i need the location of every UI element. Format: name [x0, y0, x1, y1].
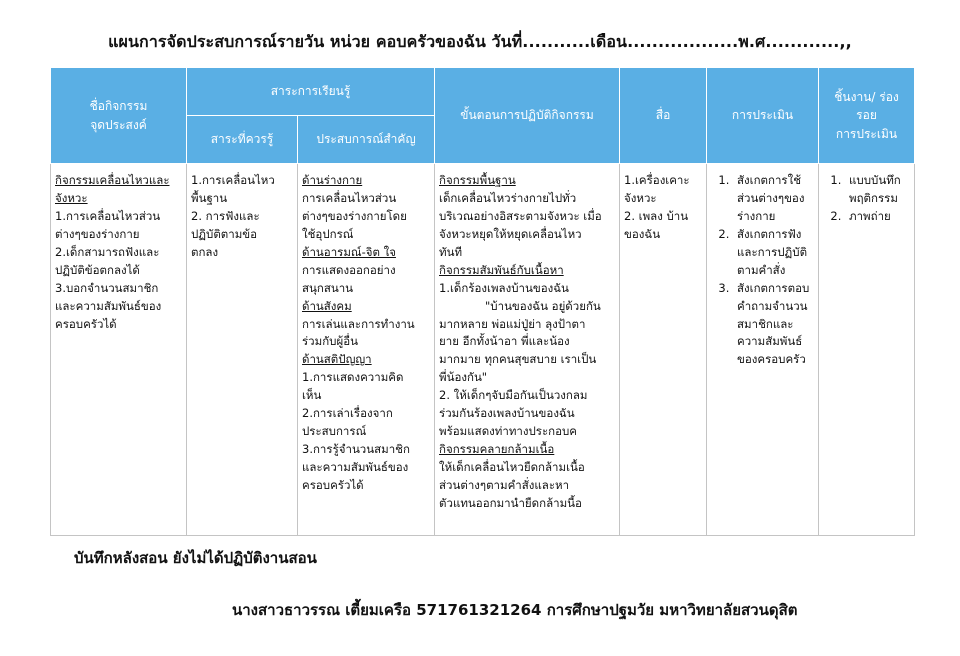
evidence-item: 1. แบบบันทึก พฤติกรรม	[845, 172, 910, 208]
cell-media: 1.เครื่องเคาะ จังหวะ 2. เพลง บ้าน ของฉัน	[620, 164, 707, 536]
cell-activity: กิจกรรมเคลื่อนไหวและ จังหวะ 1.การเคลื่อนไหวส่วน ต่างๆของร่างกาย 2.เด็กสามารถฟังและ ปฏิบัติข้อตกลงได้ 3.บอกจำนวนสมาชิก และความสัมพันธ์ของ ครอบครัวได้	[51, 164, 187, 536]
cell-evidence	[819, 164, 915, 536]
post-teaching-note: บันทึกหลังสอน ยังไม่ได้ปฏิบัติงานสอน	[74, 549, 317, 567]
lesson-plan-table	[50, 67, 915, 536]
header-media: สื่อ	[620, 68, 707, 164]
cell-steps: กิจกรรมพื้นฐาน เด็กเคลื่อนไหวร่างกายไปทั่ว บริเวณอย่างอิสระตามจังหวะ เมื่อ จังหวะหยุดให้หยุดเคลื่อนไหว ทันที กิจกรรมสัมพันธ์กับเนื้อหา 1.เด็กร้องเพลงบ้านของฉัน "บ้านของฉัน อยู่ด้วยกัน มากหลาย พ่อแม่ปู่ย่า ลุงป้าตา ยาย อีกทั้งน้าอา พี่และน้อง มากมาย ทุกคนสุขสบาย เราเป็น พี่น้องกัน" 2. ให้เด็กๆจับมือกันเป็นวงกลม ร่วมกันร้องเพลงบ้านของฉัน พร้อมแสดงท่าทางประกอบค กิจกรรมคลายกล้ามเนื้อ ให้เด็กเคลื่อนไหวยืดกล้ามเนื้อ ส่วนต่างๆตามคำสั่งและหา ตัวแทนออกมานำยืดกล้ามนี้อ	[435, 164, 620, 536]
header-key-experience: ประสบการณ์สำคัญ	[298, 116, 435, 164]
cell-should-know: 1.การเคลื่อนไหว พื้นฐาน 2. การฟังและ ปฏิบัติตามข้อ ตกลง	[187, 164, 298, 536]
page-title: แผนการจัดประสบการณ์รายวัน หน่วย คอบครัวของฉัน วันที่...........เดือน..................พ.ศ............,,	[108, 32, 852, 51]
author-signature-line: นางสาวธาวรรณ เตี้ยมเครือ 571761321264 การศึกษาปฐมวัย มหาวิทยาลัยสวนดุสิต	[232, 601, 798, 619]
header-should-know: สาระที่ควรรู้	[187, 116, 298, 164]
header-evaluation: การประเมิน	[707, 68, 819, 164]
table-row	[51, 164, 915, 536]
evaluation-item: 1. สังเกตการใช้ ส่วนต่างๆของ ร่างกาย	[733, 172, 814, 226]
header-steps: ขั้นตอนการปฏิบัติกิจกรรม	[435, 68, 620, 164]
header-evidence: ชิ้นงาน/ ร่อง รอย การประเมิน	[819, 68, 915, 164]
evaluation-item: 3. สังเกตการตอบ คำถามจำนวน สมาชิกและ ความสัมพันธ์ ของครอบครัว	[733, 280, 814, 370]
header-learning: สาระการเรียนรู้	[187, 68, 435, 116]
header-activity: ชื่อกิจกรรม จุดประสงค์	[51, 68, 187, 164]
evidence-item: 2. ภาพถ่าย	[845, 208, 910, 226]
cell-evaluation	[707, 164, 819, 536]
evaluation-item: 2. สังเกตการฟัง และการปฏิบัติ ตามคำสั่ง	[733, 226, 814, 280]
cell-key-experience: ด้านร่างกาย การเคลื่อนไหวส่วน ต่างๆของร่างกายโดย ใช้อุปกรณ์ ด้านอารมณ์-จิต ใจ การแสดงออกอย่าง สนุกสนาน ด้านสังคม การเล่นและการทำงาน ร่วมกับผู้อื่น ด้านสติปัญญา 1.การแสดงความคิด เห็น 2.การเล่าเรื่องจาก ประสบการณ์ 3.การรู้จำนวนสมาชิก และความสัมพันธ์ของ ครอบครัวได้	[298, 164, 435, 536]
